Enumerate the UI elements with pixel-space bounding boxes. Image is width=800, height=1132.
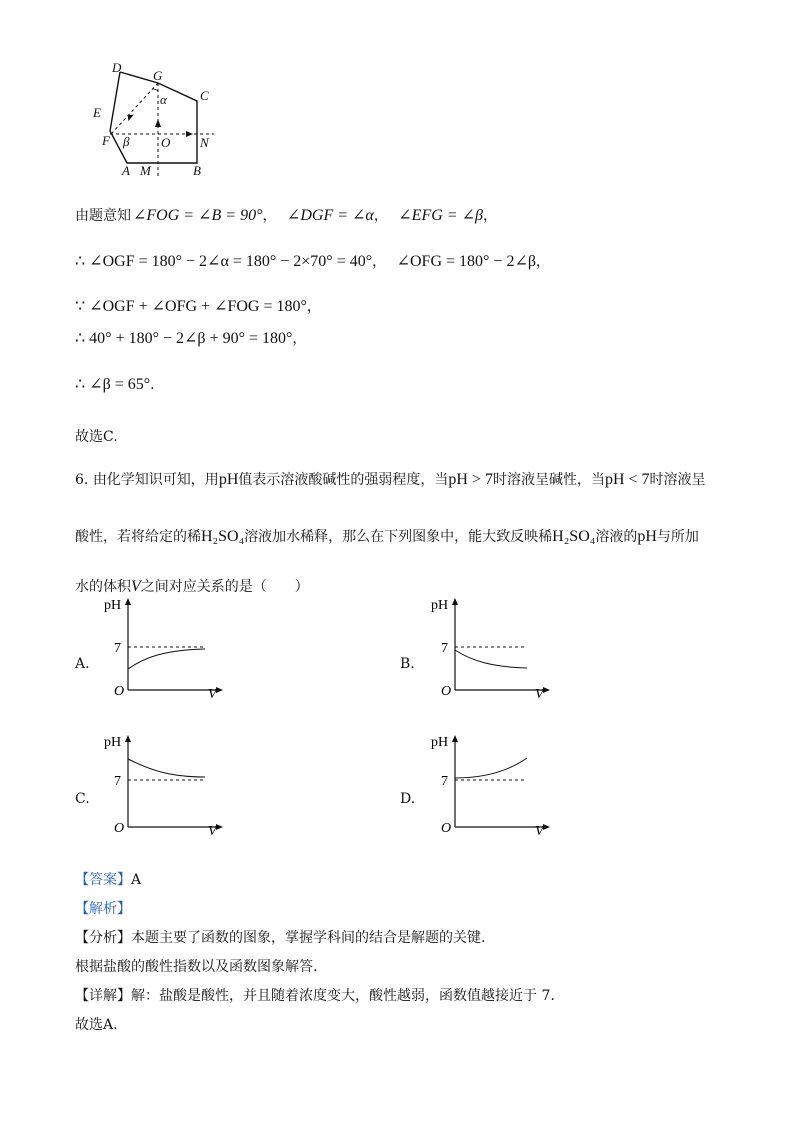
option-d-y-axis-label: pH — [431, 735, 449, 750]
solution-line-3: ∵ ∠OGF + ∠OFG + ∠FOG = 180°， — [75, 298, 321, 315]
analysis-line — [75, 900, 131, 918]
solution-line-5: ∴ ∠β = 65°. — [75, 376, 155, 393]
analysis-tag: 【解析】 — [75, 901, 131, 917]
option-a-tick-7: 7 — [114, 641, 121, 656]
label-D: D — [112, 60, 122, 75]
label-alpha: α — [160, 92, 167, 107]
question-6-line-1: 6. 由化学知识可知，用pH值表示溶液酸碱性的强弱程度，当pH > 7时溶液呈碱性，当pH < 7时溶液呈 — [75, 471, 706, 488]
choose-answer-5: 故选C. — [75, 429, 118, 445]
solution-line-1: 由题意知 ∠FOG = ∠B = 90°， ∠DGF = ∠α， ∠EFG = ∠β， — [75, 207, 497, 224]
label-M: M — [140, 163, 151, 178]
option-c-x-axis-label: V — [208, 824, 217, 837]
basis-line: 根据盐酸的酸性指数以及函数图象解答. — [75, 959, 318, 975]
option-a-x-axis-label: V — [208, 687, 217, 700]
detail-tag: 【详解】 — [75, 988, 131, 1004]
option-c-tick-7: 7 — [114, 774, 121, 789]
fenxi-line — [75, 929, 485, 947]
question-6-line-2: 酸性，若将给定的稀H₂SO₄溶液加水稀释，那么在下列图象中，能大致反映稀H₂SO₄溶液的pH与所加 — [75, 528, 699, 545]
option-b-y-axis-label: pH — [431, 598, 449, 613]
option-c-label: C. — [75, 791, 90, 807]
option-c-y-axis-label: pH — [104, 735, 122, 750]
question-6-line-3: 水的体积V之间对应关系的是（ ） — [75, 578, 309, 595]
option-d-label: D. — [400, 791, 416, 807]
answer-line — [75, 871, 141, 889]
label-F: F — [102, 133, 110, 148]
option-b-label: B. — [400, 656, 415, 672]
answer-tag: 【答案】 — [75, 872, 131, 888]
option-d-tick-7: 7 — [441, 774, 448, 789]
option-c-origin: O — [114, 821, 125, 836]
detail-line — [75, 987, 555, 1005]
option-a-label: A. — [75, 656, 90, 672]
detail-text: 解：盐酸是酸性，并且随着浓度变大，酸性越弱，函数值越接近于 7. — [131, 988, 555, 1004]
label-C: C — [200, 88, 209, 103]
label-G: G — [153, 68, 163, 83]
option-a-y-axis-label: pH — [104, 598, 122, 613]
answer-value: A — [131, 872, 142, 888]
option-a-graph — [100, 595, 230, 700]
label-N: N — [200, 135, 209, 150]
option-d-origin: O — [441, 821, 452, 836]
fenxi-tag: 【分析】 — [75, 930, 131, 946]
final-choice: 故选A. — [75, 1017, 118, 1033]
option-b-x-axis-label: V — [535, 687, 544, 700]
option-b-origin: O — [441, 684, 452, 699]
solution-line-2: ∴ ∠OGF = 180° − 2∠α = 180° − 2×70° = 40°， ∠OFG = 180° − 2∠β， — [75, 253, 550, 270]
option-d-x-axis-label: V — [535, 824, 544, 837]
label-A: A — [122, 163, 130, 178]
option-c-graph — [100, 732, 230, 837]
label-beta: β — [123, 134, 130, 149]
label-B: B — [193, 163, 201, 178]
label-O: O — [161, 135, 171, 150]
fenxi-text: 本题主要了函数的图象，掌握学科间的结合是解题的关键. — [131, 930, 486, 946]
solution-line-4: ∴ 40° + 180° − 2∠β + 90° = 180°， — [75, 330, 307, 347]
option-b-tick-7: 7 — [441, 641, 448, 656]
option-b-graph — [427, 595, 557, 700]
option-d-graph — [427, 732, 557, 837]
label-E: E — [93, 105, 101, 120]
option-a-origin: O — [114, 684, 125, 699]
